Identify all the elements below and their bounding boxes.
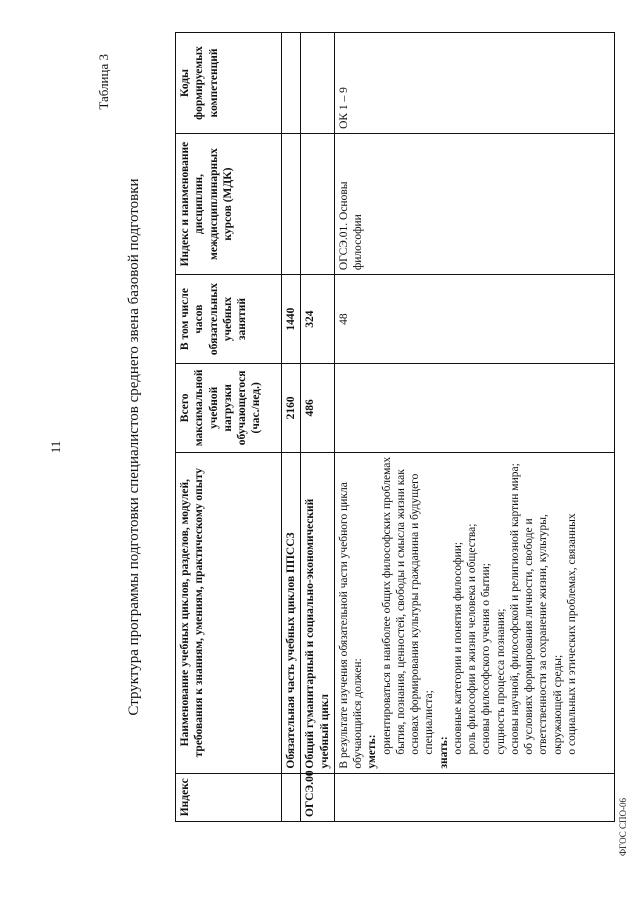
umet-item: ориентироваться в наиболее общих философских проблемах бытия, познания, ценностей, свободы и смысла жизни как основах формирования культуры гражданина и будущего специалиста; [380, 456, 436, 755]
cell-discipline-name: ОГСЭ.01. Основы философии [334, 133, 614, 274]
cell-empty [282, 773, 301, 821]
table-header-row [176, 33, 282, 822]
cell-discipline-obligatory: 48 [334, 275, 614, 364]
footer-code: ФГОС СПО-06 [618, 798, 628, 856]
umet-label: уметь: [366, 734, 379, 769]
table-title: Структура программы подготовки специалистов среднего звена базовой подготовки [126, 178, 142, 716]
znat-item: об условиях формирования личности, свободе и ответственности за сохранение жизни, культуры, окружающей среды; [523, 514, 564, 755]
cell-empty [301, 33, 335, 134]
cell-empty [334, 773, 614, 821]
cell-cycle-obligatory: 324 [301, 275, 335, 364]
znat-item: о социальных и этических проблемах, связанных [565, 513, 578, 755]
cell-empty [301, 133, 335, 274]
znat-item: основы научной, философской и религиозной картин мира; [508, 463, 521, 755]
znat-item: основные категории и понятия философии; [451, 541, 464, 755]
header-discipline: Индекс и наименование дисциплин, междисциплинарных курсов (МДК) [176, 133, 282, 274]
program-structure-table [175, 32, 615, 822]
cell-discipline-requirements [334, 452, 614, 773]
cell-empty [282, 33, 301, 134]
table-row-discipline [334, 33, 614, 822]
cell-required-obligatory: 1440 [282, 275, 301, 364]
table-row-cycle [301, 33, 335, 822]
header-total: Всего максимальной учебной нагрузки обучающегося (час./нед.) [176, 363, 282, 452]
page-number: 11 [48, 440, 63, 454]
znat-item: основы философского учения о бытии; [480, 563, 493, 755]
cell-cycle-index: ОГСЭ.00 [301, 773, 335, 821]
znat-item: роль философии в жизни человека и общества; [466, 523, 478, 755]
cell-empty [282, 133, 301, 274]
header-index: Индекс [176, 773, 282, 821]
requirements-intro: В результате изучения обязательной части учебного цикла обучающийся должен: [337, 482, 364, 769]
header-obligatory: В том числе часов обязательных учебных занятий [176, 275, 282, 364]
cell-required-total: 2160 [282, 363, 301, 452]
cell-empty [334, 363, 614, 452]
znat-item: сущность процесса познания; [494, 608, 507, 755]
cell-cycle-total: 486 [301, 363, 335, 452]
cell-cycle-name: Общий гуманитарный и социально-экономический учебный цикл [301, 452, 335, 773]
znat-label: знать: [437, 736, 450, 769]
cell-discipline-competencies: ОК 1 – 9 [334, 33, 614, 134]
cell-required-name: Обязательная часть учебных циклов ППССЗ [282, 452, 301, 773]
rotated-page [40, 32, 628, 862]
header-competencies: Коды формируемых компетенций [176, 33, 282, 134]
table-number: Таблица 3 [96, 54, 111, 110]
table-row-required [282, 33, 301, 822]
header-name: Наименование учебных циклов, разделов, модулей, требования к знаниям, умениям, практическому опыту [176, 452, 282, 773]
